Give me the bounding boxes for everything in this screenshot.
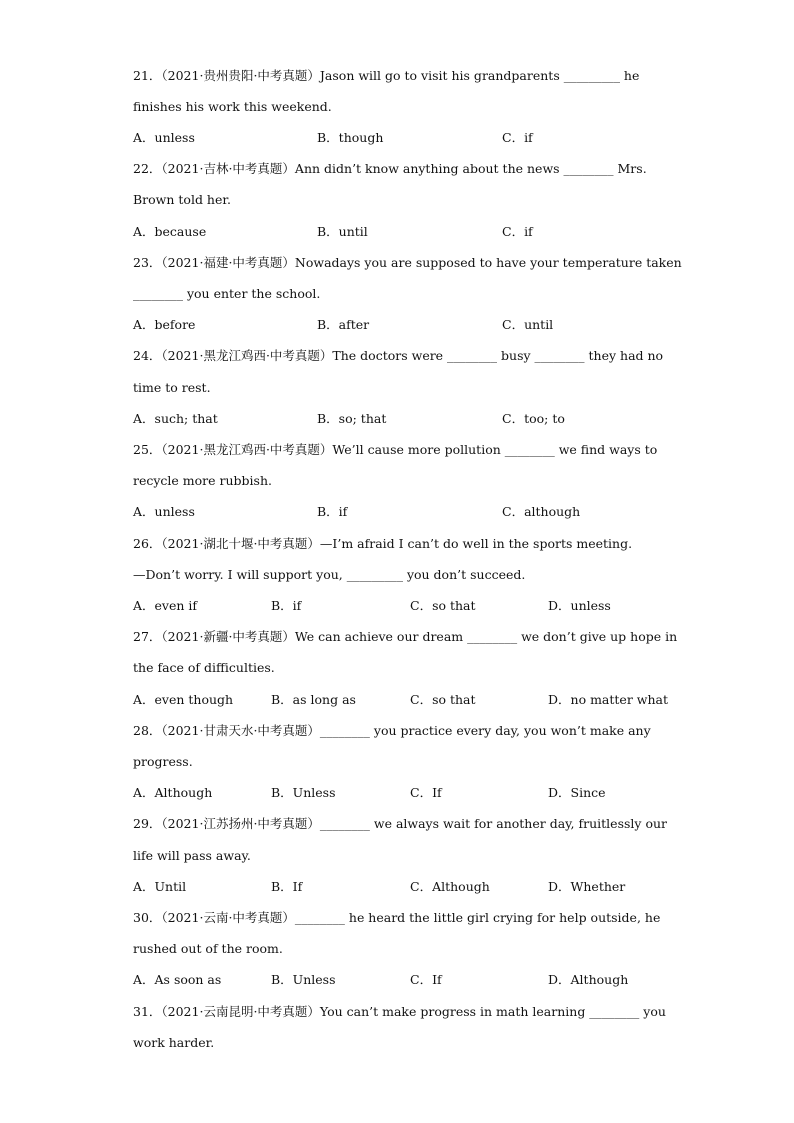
question-23-option-c: C．until	[502, 317, 554, 332]
question-29-line1: 29．（2021·江苏扬州·中考真题）________ we always wait for another day, fruitlessly our	[133, 816, 667, 831]
question-28-option-b: B．Unless	[271, 785, 336, 800]
question-25-line2: recycle more rubbish.	[133, 473, 272, 488]
question-24-option-a: A．such; that	[133, 411, 218, 426]
question-21-option-a: A．unless	[133, 130, 195, 145]
question-22-option-b: B．until	[317, 224, 368, 239]
question-23-line1: 23．（2021·福建·中考真题）Nowadays you are supposed to have your temperature taken	[133, 255, 682, 270]
question-30-option-c: C．If	[410, 972, 442, 987]
question-25-option-c: C．although	[502, 504, 581, 519]
question-24-line2: time to rest.	[133, 380, 211, 395]
question-21-option-c: C．if	[502, 130, 533, 145]
question-21-option-b: B．though	[317, 130, 384, 145]
question-28-option-c: C．If	[410, 785, 442, 800]
question-26-line1: 26．（2021·湖北十堰·中考真题）—I’m afraid I can’t do well in the sports meeting.	[133, 536, 633, 551]
question-30-line1: 30．（2021·云南·中考真题）________ he heard the little girl crying for help outside, he	[133, 910, 661, 925]
question-30-option-a: A．As soon as	[133, 972, 222, 987]
question-31-line1: 31．（2021·云南昆明·中考真题）You can’t make progress in math learning ________ you	[133, 1004, 666, 1019]
question-31-line2: work harder.	[133, 1035, 215, 1050]
question-28-option-a: A．Although	[133, 785, 213, 800]
question-26-option-d: D．unless	[548, 598, 611, 613]
question-26-line2: —Don’t worry. I will support you, _________ you don’t succeed.	[133, 567, 526, 582]
question-29-option-d: D．Whether	[548, 879, 626, 894]
question-21-line1: 21．（2021·贵州贵阳·中考真题）Jason will go to visit his grandparents _________ he	[133, 68, 640, 83]
question-23-option-b: B．after	[317, 317, 370, 332]
question-23-option-a: A．before	[133, 317, 196, 332]
question-29-option-a: A．Until	[133, 879, 187, 894]
question-25-line1: 25．（2021·黑龙江鸡西·中考真题）We’ll cause more pollution ________ we find ways to	[133, 442, 658, 457]
question-30-line2: rushed out of the room.	[133, 941, 283, 956]
question-22-line2: Brown told her.	[133, 192, 231, 207]
question-25-option-b: B．if	[317, 504, 348, 519]
question-23-line2: ________ you enter the school.	[133, 286, 321, 301]
question-22-option-a: A．because	[133, 224, 207, 239]
question-24-option-c: C．too; to	[502, 411, 565, 426]
question-24-line1: 24．（2021·黑龙江鸡西·中考真题）The doctors were ________ busy ________ they had no	[133, 348, 664, 363]
question-27-line2: the face of difficulties.	[133, 660, 275, 675]
question-27-option-a: A．even though	[133, 692, 234, 707]
question-26-option-a: A．even if	[133, 598, 198, 613]
question-27-line1: 27．（2021·新疆·中考真题）We can achieve our dream ________ we don’t give up hope in	[133, 629, 678, 644]
question-25-option-a: A．unless	[133, 504, 195, 519]
question-27-option-c: C．so that	[410, 692, 476, 707]
question-22-option-c: C．if	[502, 224, 533, 239]
question-29-line2: life will pass away.	[133, 848, 251, 863]
question-29-option-b: B．If	[271, 879, 303, 894]
question-30-option-d: D．Although	[548, 972, 629, 987]
question-21-line2: finishes his work this weekend.	[133, 99, 332, 114]
question-29-option-c: C．Although	[410, 879, 490, 894]
question-22-line1: 22．（2021·吉林·中考真题）Ann didn’t know anything about the news ________ Mrs.	[133, 161, 647, 176]
question-26-option-c: C．so that	[410, 598, 476, 613]
question-24-option-b: B．so; that	[317, 411, 387, 426]
question-28-option-d: D．Since	[548, 785, 606, 800]
question-27-option-b: B．as long as	[271, 692, 356, 707]
question-30-option-b: B．Unless	[271, 972, 336, 987]
question-26-option-b: B．if	[271, 598, 302, 613]
question-28-line2: progress.	[133, 754, 193, 769]
question-27-option-d: D．no matter what	[548, 692, 668, 707]
question-28-line1: 28．（2021·甘肃天水·中考真题）________ you practice every day, you won’t make any	[133, 723, 651, 738]
